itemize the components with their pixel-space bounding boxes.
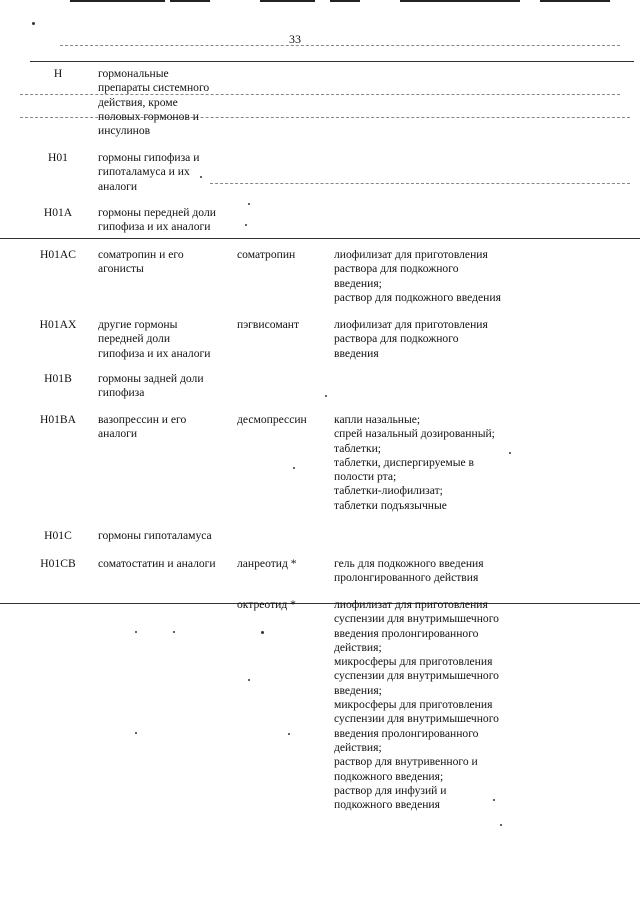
scan-speck <box>248 679 250 681</box>
drug-name: десмопрессин <box>237 413 307 426</box>
drug-name: ланреотид * <box>237 557 297 570</box>
dosage-forms: лиофилизат для приготовления суспензии для внутримышечного введения пролонгированного действия; микросферы для приготовления суспензии для внутримышечного введения; микросферы для приготовления суспензии для внутримышечного введения пролонгированного действия; раствор для внутривенного и подкожного введения; раствор для инфузий и подкожного введения <box>334 598 499 812</box>
dosage-forms: лиофилизат для приготовления раствора для подкожного введения; раствор для подкожного введения <box>334 248 501 304</box>
scan-speck <box>288 733 290 735</box>
atc-group-name: гормональные препараты системного действия, кроме половых гормонов и инсулинов <box>98 67 210 138</box>
drug-name: октреотид * <box>237 598 296 611</box>
atc-group-name: гормоны задней доли гипофиза <box>98 372 204 400</box>
scan-line <box>210 183 630 184</box>
atc-group-name: вазопрессин и его аналоги <box>98 413 187 441</box>
scan-speck <box>261 631 264 634</box>
atc-code: H01B <box>44 372 72 385</box>
atc-code: H <box>53 67 63 80</box>
dosage-forms: лиофилизат для приготовления раствора для подкожного введения <box>334 318 488 360</box>
atc-group-name: гормоны передней доли гипофиза и их аналоги <box>98 206 216 234</box>
top-edge-artifact <box>70 0 600 3</box>
scan-line <box>60 45 620 46</box>
scan-speck <box>509 452 511 454</box>
atc-code: H01 <box>48 151 68 164</box>
atc-group-name: гормоны гипоталамуса <box>98 529 212 542</box>
scan-speck <box>173 631 175 633</box>
scan-speck <box>200 176 202 178</box>
atc-group-name: соматропин и его агонисты <box>98 248 184 276</box>
atc-code: H01A <box>43 206 73 219</box>
atc-code: H01BA <box>39 413 77 426</box>
atc-group-name: гормоны гипофиза и гипоталамуса и их аналоги <box>98 151 200 193</box>
scan-speck <box>500 824 502 826</box>
drug-name: пэгвисомант <box>237 318 300 331</box>
dosage-forms: гель для подкожного введения пролонгированного действия <box>334 557 484 585</box>
scan-speck <box>135 631 137 633</box>
scan-speck <box>135 732 137 734</box>
row-separator <box>0 238 640 239</box>
atc-code: H01AX <box>39 318 77 331</box>
scan-speck <box>293 467 295 469</box>
atc-code: H01CB <box>40 557 76 570</box>
scan-speck <box>248 203 250 205</box>
scan-speck <box>493 799 495 801</box>
page-number: 33 <box>289 32 301 46</box>
table-top-rule <box>30 61 634 62</box>
atc-group-name: соматостатин и аналоги <box>98 557 216 570</box>
scan-speck <box>325 395 327 397</box>
scan-speck <box>245 224 247 226</box>
atc-group-name: другие гормоны передней доли гипофиза и их аналоги <box>98 318 211 360</box>
dosage-forms: капли назальные; спрей назальный дозированный; таблетки; таблетки, диспергируемые в полости рта; таблетки-лиофилизат; таблетки подъязычные <box>334 413 495 512</box>
atc-code: H01C <box>44 529 72 542</box>
atc-code: H01AC <box>39 248 77 261</box>
scan-speck <box>32 22 35 25</box>
drug-name: соматропин <box>237 248 296 261</box>
